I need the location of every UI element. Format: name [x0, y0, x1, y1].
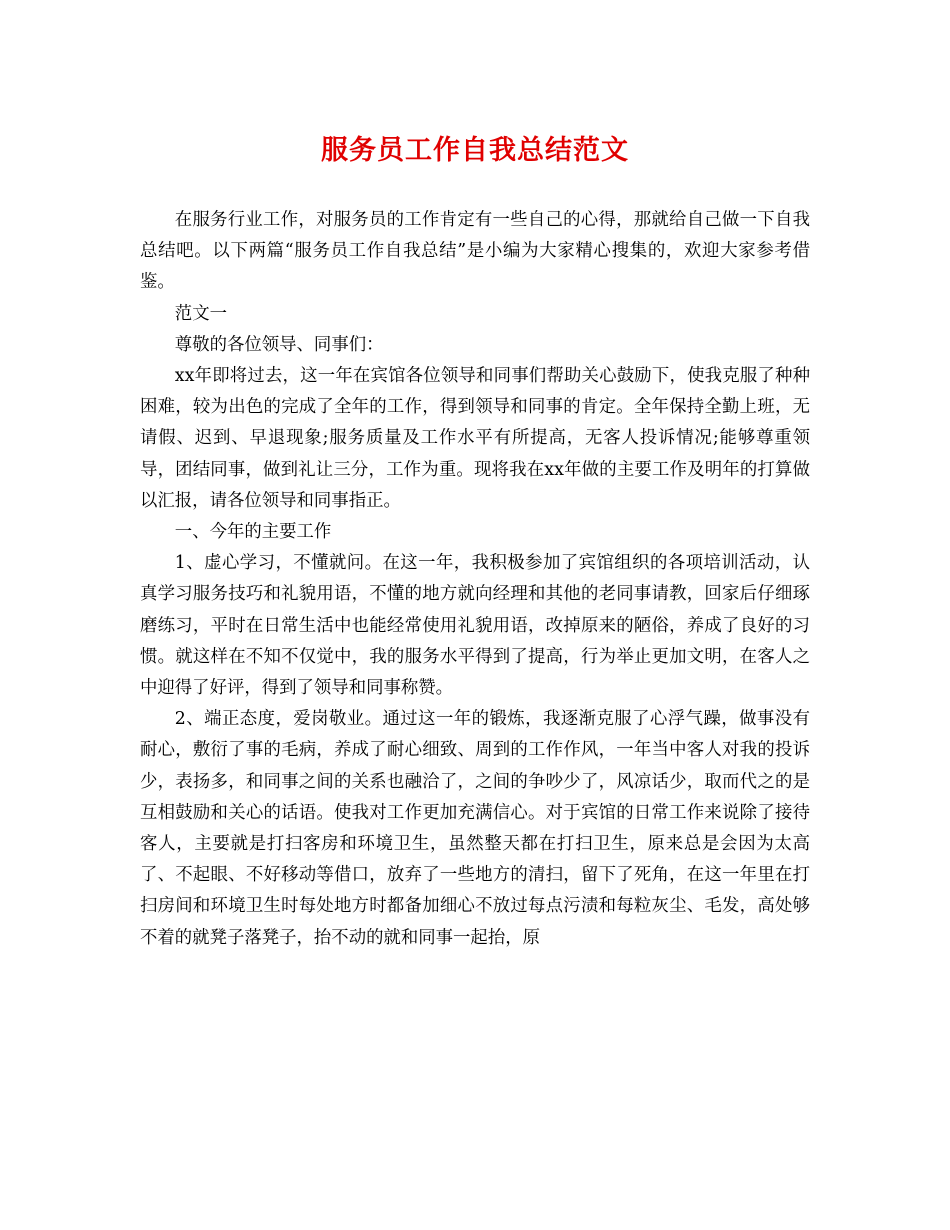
body-paragraph: xx年即将过去，这一年在宾馆各位领导和同事们帮助关心鼓励下，使我克服了种种困难，较为出色的完成了全年的工作，得到领导和同事的肯定。全年保持全勤上班，无请假、迟到、早退现象;服务质量及工作水平有所提高，无客人投诉情况;能够尊重领导，团结同事，做到礼让三分，工作为重。现将我在xx年做的主要工作及明年的打算做以汇报，请各位领导和同事指正。 [140, 366, 810, 511]
body-paragraph: 2、端正态度，爱岗敬业。通过这一年的锻炼，我逐渐克服了心浮气躁，做事没有耐心，敷衍了事的毛病，养成了耐心细致、周到的工作作风，一年当中客人对我的投诉少，表扬多，和同事之间的关系也融洽了，之间的争吵少了，风凉话少，取而代之的是互相鼓励和关心的话语。使我对工作更加充满信心。对于宾馆的日常工作来说除了接待客人，主要就是打扫客房和环境卫生，虽然整天都在打扫卫生，原来总是会因为太高了、不起眼、不好移动等借口，放弃了一些地方的清扫，留下了死角，在这一年里在打扫房间和环境卫生时每处地方时都备加细心不放过每点污渍和每粒灰尘、毛发，高处够不着的就凳子落凳子，抬不动的就和同事一起抬，原 [140, 709, 810, 948]
body-paragraph: 1、虚心学习，不懂就问。在这一年，我积极参加了宾馆组织的各项培训活动，认真学习服务技巧和礼貌用语，不懂的地方就向经理和其他的老同事请教，回家后仔细琢磨练习，平时在日常生活中也能经常使用礼貌用语，改掉原来的陋俗，养成了良好的习惯。就这样在不知不仅觉中，我的服务水平得到了提高，行为举止更加文明，在客人之中迎得了好评，得到了领导和同事称赞。 [140, 553, 810, 699]
salutation: 尊敬的各位领导、同事们： [174, 334, 384, 355]
document-body [140, 205, 810, 954]
intro-paragraph: 在服务行业工作，对服务员的工作肯定有一些自己的心得，那就给自己做一下自我总结吧。以下两篇“服务员工作自我总结”是小编为大家精心搜集的，欢迎大家参考借鉴。 [140, 210, 810, 293]
section-heading-main-work: 一、今年的主要工作 [174, 522, 332, 543]
section-heading-sample-one: 范文一 [174, 303, 227, 324]
document-title: 服务员工作自我总结范文 [321, 135, 629, 166]
